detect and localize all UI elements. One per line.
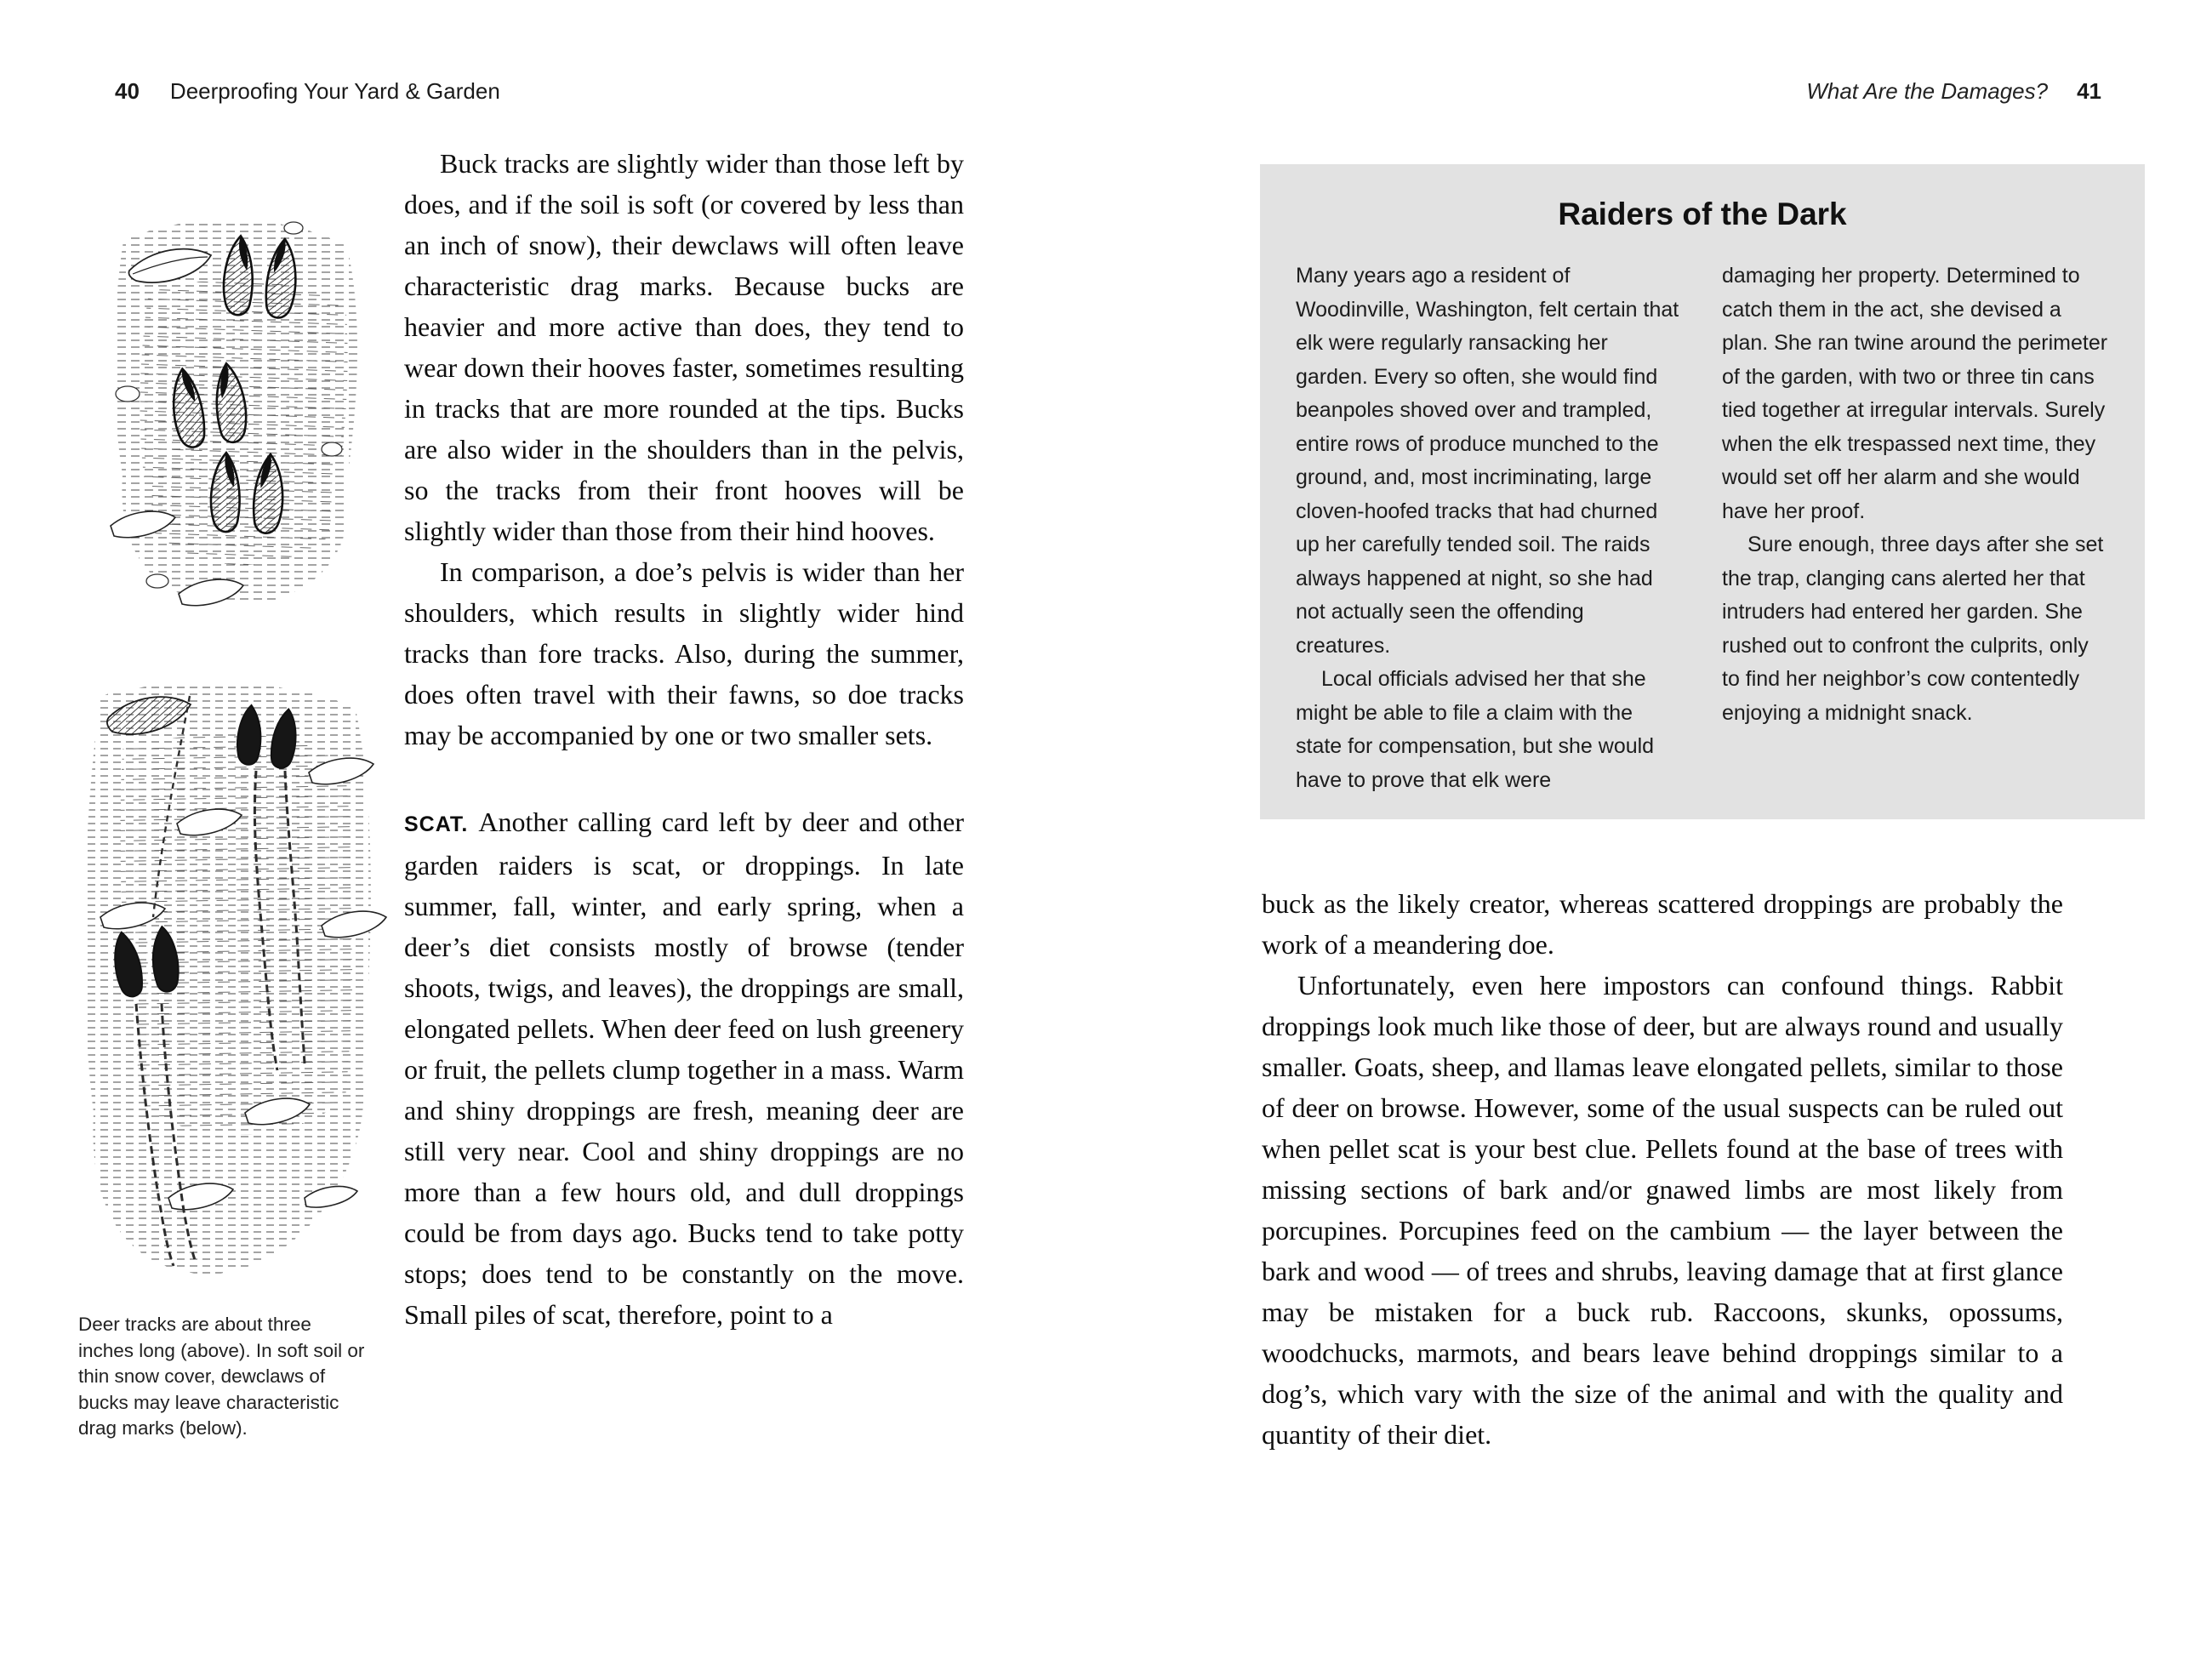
paragraph-buck-tracks: Buck tracks are slightly wider than those left by does, and if the soil is soft (or covered by less than an inch of snow), their dewclaws will often leave characteristic drag marks. Because bucks are heavier and more active than does, they tend to wear down their hooves faster, sometimes resulting in tracks that are more rounded at the tips. Bucks are also wider in the shoulders than in the pelvis, so the tracks from their front hooves will be slightly wider than those from their hind hooves. (404, 148, 964, 546)
illustration-caption: Deer tracks are about three inches long (above). In soft soil or thin snow cover, dewclaws of bucks may leave characteristic drag marks (below). (78, 1314, 365, 1439)
paragraph-doe-comparison: In comparison, a doe’s pelvis is wider than her shoulders, which results in slightly wider hind tracks than fore tracks. Also, during the summer, does often travel with their fawns, so doe tracks may be accompanied by one or two smaller sets. (404, 556, 964, 750)
sidebar-col1-paragraph-1: Many years ago a resident of Woodinville, Washington, felt certain that elk were regularly ransacking her garden. Every so often, she would find beanpoles shoved over and trampled, entire rows of produce munched to the ground, and, most incriminating, large cloven-hoofed tracks that had churned up her carefully tended soil. The raids always happened at night, so she had not actually seen the offending creatures. (1296, 264, 1679, 658)
dewclaw-drag-marks-illustration (49, 670, 391, 1285)
sidebar-col2-paragraph-1: damaging her property. Determined to catch them in the act, she devised a plan. She ran twine around the perimeter of the garden, with two or three tin cans tied together at irregular intervals. Surely when the elk trespassed next time, they would set off her alarm and she would have her proof. (1722, 264, 2108, 523)
running-head-left (115, 78, 500, 105)
deer-tracks-illustration (77, 194, 370, 624)
sidebar-column-1 (1296, 259, 1683, 797)
right-page-body (1262, 883, 2063, 1455)
running-head-left-title: Deerproofing Your Yard & Garden (169, 78, 500, 104)
sidebar-column-2 (1722, 259, 2109, 797)
paragraph-impostors: Unfortunately, even here impostors can confound things. Rabbit droppings look much like those of deer, but are always round and usually smaller. Goats, sheep, and llamas leave elongated pellets, similar to those of deer on browse. However, some of the usual suspects can be ruled out when pellet scat is your best clue. Pellets found at the base of trees with missing sections of bark and/or gnawed limbs are most likely from porcupines. Porcupines feed on the cambium — the layer between the bark and wood — of trees and shrubs, leaving damage that at first glance may be mistaken for a buck rub. Raccoons, skunks, opossums, woodchucks, marmots, and bears leave behind droppings similar to a dog’s, which vary with the size of the animal and with the quality and quantity of their diet. (1262, 970, 2063, 1450)
sidebar-title: Raiders of the Dark (1558, 197, 1847, 231)
sidebar-col1-paragraph-2: Local officials advised her that she might be able to file a claim with the state for compensation, but she would have to prove that elk were (1296, 667, 1655, 792)
left-page-body (404, 143, 964, 1335)
running-head-right (1806, 78, 2101, 105)
page-number-left: 40 (115, 78, 140, 104)
sidebar-columns (1296, 259, 2109, 797)
paragraph-buck-creator: buck as the likely creator, whereas scattered droppings are probably the work of a meandering doe. (1262, 888, 2063, 960)
scat-run-in-head: SCAT. (404, 812, 469, 836)
paragraph-scat (404, 801, 964, 1335)
running-head-right-title: What Are the Damages? (1806, 78, 2049, 104)
paragraph-scat-text: Another calling card left by deer and other garden raiders is scat, or droppings. In late summer, fall, winter, and early spring, when a deer’s diet consists mostly of browse (tender shoots, twigs, and leaves), the droppings are small, elongated pellets. When deer feed on lush greenery or fruit, the pellets clump together in a mass. Warm and shiny droppings are fresh, meaning deer are still very near. Cool and shiny droppings are no more than a few hours old, and dull droppings could be from days ago. Bucks tend to take potty stops; does tend to be constantly on the move. Small piles of scat, therefore, point to a (404, 807, 964, 1330)
sidebar-col2-paragraph-2: Sure enough, three days after she set the trap, clanging cans alerted her that intruders had entered her garden. She rushed out to confront the culprits, only to find her neighbor’s cow contentedly enjoying a midnight snack. (1722, 533, 2104, 725)
page-number-right: 41 (2077, 78, 2101, 104)
sidebar-raiders-of-the-dark (1260, 164, 2145, 819)
